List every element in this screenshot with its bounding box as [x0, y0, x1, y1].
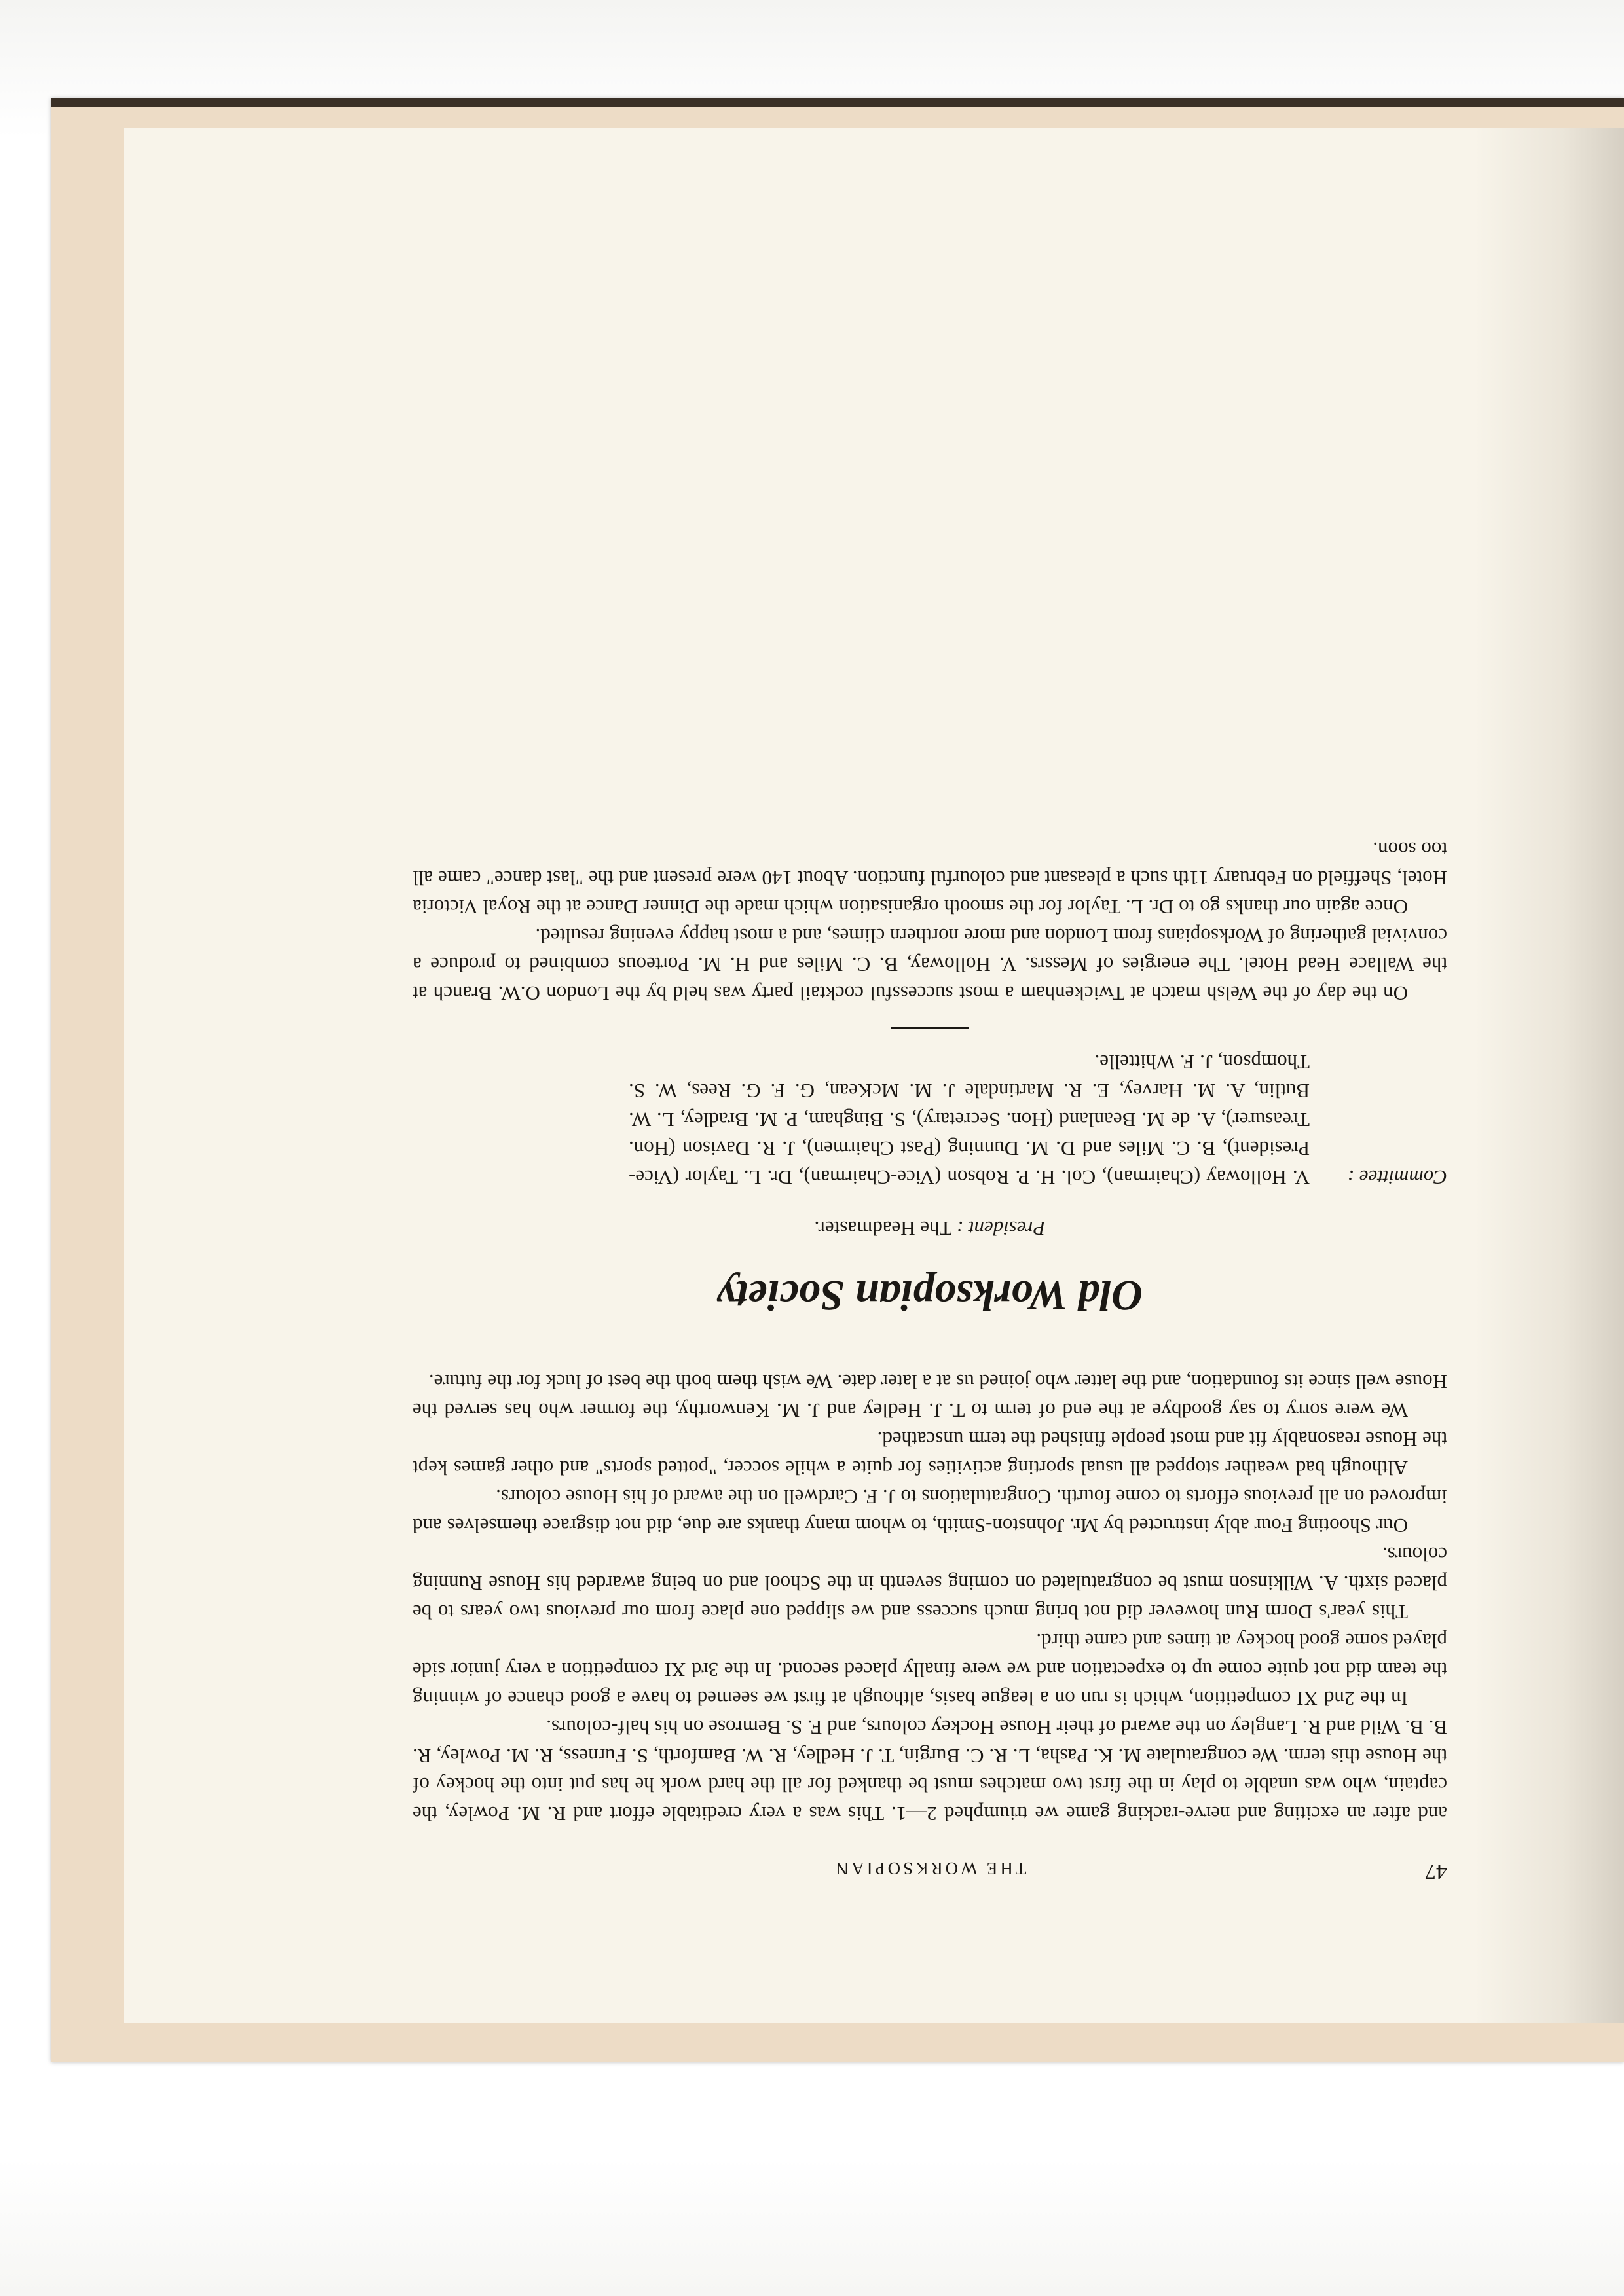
house-paragraph: Our Shooting Four ably instructed by Mr. Johnston-Smith, to whom many thanks are due, did not disgrace themselves and improved on all previous efforts to come fourth. Congratulations to J. F. Cardwell on the award of his House colours. — [413, 1485, 1447, 1537]
house-paragraph: We were sorry to say goodbye at the end of term to T. J. Hedley and J. M. Kenworthy, the former who has served the House well since its foundation, and the latter who joined us at a later date. We wish them both the best of luck for the future. — [413, 1370, 1447, 1422]
cover-spine-edge — [51, 98, 1624, 107]
society-heading: Old Worksopian Society — [716, 1271, 1143, 1319]
president-label: President : — [956, 1217, 1046, 1240]
book-page — [124, 128, 1624, 2023]
president-name: The Headmaster. — [814, 1217, 952, 1240]
president-line — [413, 1214, 1447, 1243]
house-paragraph: This year's Dorm Run however did not bring much success and we slipped one place from our previous two years to be placed sixth. A. Wilkinson must be congratulated on coming seventh in the School and on being awarded his House Running colours. — [413, 1543, 1447, 1624]
society-paragraph: Once again our thanks go to Dr. L. Taylor for the smooth organisation which made the Dinner Dance at the Royal Victoria Hotel, Sheffield on February 11th such a pleasant and colourful function. About 140 were present and the "last dance" came all too soon. — [413, 838, 1447, 919]
committee-list: V. Holloway (Chairman), Col. H. P. Robson (Vice-Chairman), Dr. L. Taylor (Vice-President), B. C. Miles and D. M. Dunning (Past Chairmen), J. R. Davison (Hon. Treasurer), A. de M. Beanland (Hon. Secretary), S. Bingham, P. M. Bradley, L. W. Butlin, A. M. Harvey, E. R. Martindale J. M. McKean, G. F. G. Rees, W. S. Thompson, J. F. Whittelle. — [629, 1051, 1310, 1189]
journal-title: THE WORKSOPIAN — [833, 1859, 1027, 1878]
committee-block — [413, 1048, 1447, 1192]
page-content — [413, 835, 1447, 1886]
section-divider — [891, 1027, 969, 1029]
house-paragraph: and after an exciting and nerve-racking game we triumphed 2—1. This was a very creditable effort and R. M. Powley, the captain, who was unable to play in the first two matches must be thanked for all the hard work he has put into the hockey of the House this term. We congratulate M. K. Pasha, L. R. C. Burgin, T. J. Hedley, R. W. Bamforth, S. Furness, R. M. Powley, R. B. B. Wild and R. Langley on the award of their House Hockey colours, and F. S. Bemrose on his half-colours. — [413, 1716, 1447, 1825]
society-paragraph: On the day of the Welsh match at Twickenham a most successful cocktail party was held by the London O.W. Branch at the Wallace Head Hotel. The energies of Messrs. V. Holloway, B. C. Miles and H. M. Porteous combined to produce a convivial gathering of Worksopians from London and more northern climes, and a most happy evening resulted. — [413, 924, 1447, 1005]
committee-label: Committee : — [1347, 1166, 1447, 1189]
house-paragraph: Although bad weather stopped all usual sporting activities for quite a while soccer, "potted sports" and other games kept the House reasonably fit and most people finished the term unscathed. — [413, 1428, 1447, 1480]
house-paragraph: In the 2nd XI competition, which is run on a league basis, although at first we seemed to have a good chance of winning the team did not quite come up to expectation and we were finally placed second. In the 3rd XI competition a very junior side played some good hockey at times and came third. — [413, 1630, 1447, 1710]
upside-down-print — [124, 128, 1624, 2023]
running-head — [413, 1853, 1447, 1886]
page-number: 47 — [1425, 1859, 1447, 1884]
